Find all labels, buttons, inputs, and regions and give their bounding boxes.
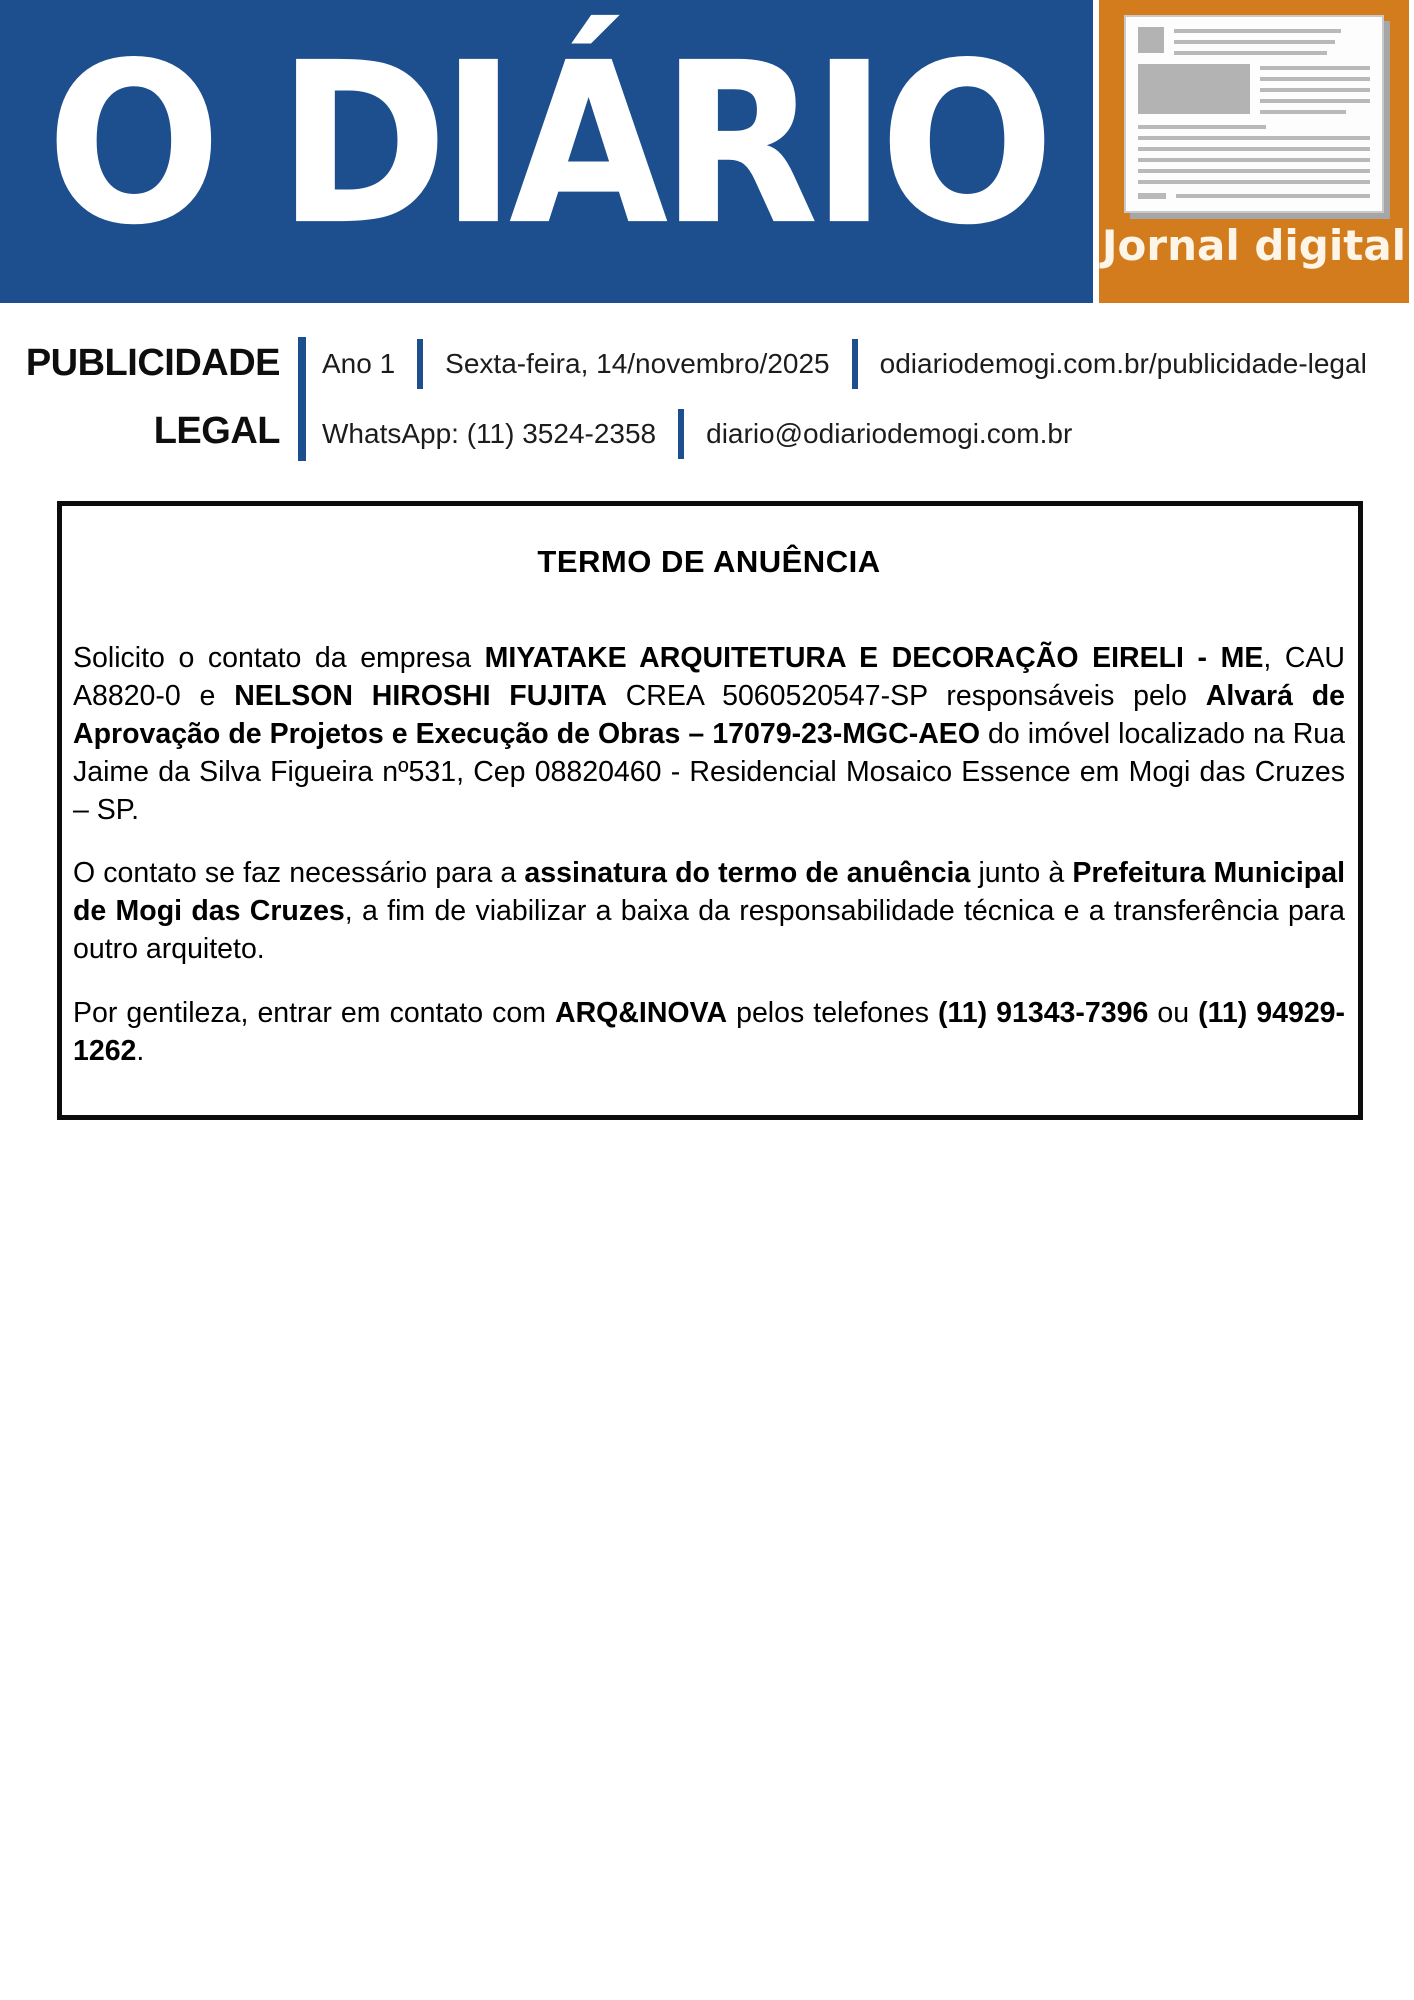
edition-date: Sexta-feira, 14/novembro/2025	[445, 348, 830, 379]
email-contact: diario@odiariodemogi.com.br	[706, 418, 1073, 449]
section-title	[8, 329, 280, 469]
divider	[417, 339, 423, 389]
digital-badge-label: Jornal digital	[1101, 221, 1407, 270]
icon-photo-block	[1138, 64, 1250, 114]
newspaper-icon	[1124, 15, 1384, 213]
divider	[678, 409, 684, 459]
edition-meta-row-1	[322, 339, 1406, 389]
section-header	[8, 329, 1406, 469]
section-title-line1: PUBLICIDADE	[25, 342, 280, 384]
icon-thumbnail-block	[1138, 27, 1164, 53]
notice-paragraph: Solicito o contato da empresa MIYATAKE ARQUITETURA E DECORAÇÃO EIRELI - ME, CAU A8820-0 e NELSON HIROSHI FUJITA CREA 5060520547-SP responsáveis pelo Alvará de Aprovação de Projetos e Execução de Obras – 17079-23-MGC-AEO do imóvel localizado na Rua Jaime da Silva Figueira nº531, Cep 08820460 - Residencial Mosaico Essence em Mogi das Cruzes – SP.	[73, 642, 1345, 826]
notice-title: TERMO DE ANUÊNCIA	[537, 544, 881, 579]
legal-notice-box	[57, 501, 1363, 1120]
notice-paragraph: Por gentileza, entrar em contato com ARQ&INOVA pelos telefones (11) 91343-7396 ou (11) 94929-1262.	[73, 997, 1346, 1068]
notice-paragraph: O contato se faz necessário para a assinatura do termo de anuência junto à Prefeitura Municipal de Mogi das Cruzes, a fim de viabilizar a baixa da responsabilidade técnica e a transferência para outro arquiteto.	[73, 857, 1345, 966]
masthead	[0, 0, 1414, 303]
masthead-banner	[0, 0, 1093, 303]
divider	[852, 339, 858, 389]
vertical-divider	[298, 337, 306, 461]
newspaper-logo: O DIÁRIO	[46, 14, 1047, 274]
digital-edition-badge	[1099, 0, 1409, 303]
section-title-line2: LEGAL	[153, 410, 280, 452]
edition-meta	[322, 329, 1406, 469]
site-url: odiariodemogi.com.br/publicidade-legal	[879, 348, 1367, 379]
whatsapp-contact: WhatsApp: (11) 3524-2358	[322, 418, 657, 449]
edition-meta-row-2	[322, 409, 1406, 459]
edition-year: Ano 1	[322, 348, 396, 379]
